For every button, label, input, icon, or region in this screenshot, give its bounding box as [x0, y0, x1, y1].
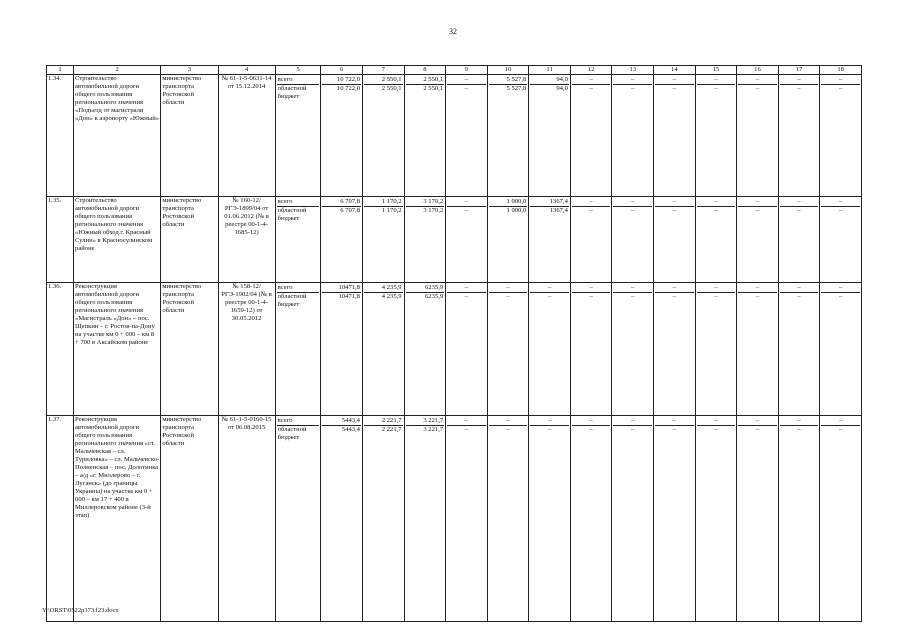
- responsible-org-cell: министерство транспорта Ростовской области: [161, 416, 218, 622]
- row-number-cell: 1.34.: [47, 75, 74, 197]
- amount-cell: [654, 197, 696, 283]
- file-path-footer: Y:\ORST\0522p373.f23.docx: [42, 607, 119, 614]
- amount-total: –: [697, 197, 736, 207]
- amount-regional-budget: –: [631, 426, 635, 433]
- amount-cell: [404, 197, 446, 283]
- amount-total: 10471,8: [322, 283, 361, 293]
- amount-cell: [695, 283, 737, 416]
- amount-regional-budget: –: [547, 293, 552, 300]
- column-header: 1: [47, 66, 74, 75]
- amount-cell: [529, 75, 571, 197]
- amount-cell: [695, 416, 737, 622]
- amount-cell: [654, 283, 696, 416]
- column-number-row: [47, 66, 862, 75]
- amount-cell: [529, 197, 571, 283]
- amount-regional-budget: –: [755, 85, 760, 92]
- amount-regional-budget: 3 170,2: [423, 207, 444, 214]
- amount-total: 6 707,8: [322, 197, 361, 207]
- amount-cell: [778, 416, 820, 622]
- amount-total: –: [613, 416, 652, 426]
- amount-regional-budget: –: [464, 207, 469, 214]
- amount-total: –: [447, 416, 486, 426]
- amount-total: 2 550,1: [406, 75, 445, 85]
- amount-cell: [446, 416, 488, 622]
- funding-source-cell: [275, 283, 321, 416]
- amount-cell: [820, 75, 862, 197]
- amount-cell: [487, 75, 529, 197]
- amount-regional-budget: –: [714, 207, 718, 214]
- responsible-org-cell: министерство транспорта Ростовской области: [161, 197, 218, 283]
- column-header: 6: [321, 66, 363, 75]
- source-regional-budget-label: областной бюджет: [277, 85, 307, 100]
- amount-total: –: [447, 75, 486, 85]
- column-header: 15: [695, 66, 737, 75]
- object-name-cell: Строительство автомобильной дороги общего пользования регионального значения «Подъезд от магистрали «Дон» к аэропорту «Южный»: [74, 75, 161, 197]
- amount-total: 1367,4: [530, 197, 569, 207]
- amount-total: –: [697, 75, 736, 85]
- source-total-label: всего: [277, 283, 320, 293]
- amount-regional-budget: 4 235,9: [381, 293, 402, 300]
- amount-total: –: [821, 416, 860, 426]
- amount-total: –: [613, 197, 652, 207]
- amount-total: –: [821, 283, 860, 293]
- source-regional-budget-label: областной бюджет: [277, 426, 307, 441]
- amount-cell: [446, 197, 488, 283]
- amount-regional-budget: 6 707,8: [340, 207, 360, 214]
- amount-cell: [820, 197, 862, 283]
- amount-cell: [612, 75, 654, 197]
- amount-total: –: [821, 75, 860, 85]
- table-row: [47, 283, 862, 416]
- amount-cell: [446, 75, 488, 197]
- amount-total: –: [572, 283, 611, 293]
- amount-cell: [570, 416, 612, 622]
- amount-cell: [321, 197, 363, 283]
- amount-regional-budget: –: [714, 293, 718, 300]
- amount-regional-budget: –: [631, 207, 635, 214]
- source-regional-budget-label: областной бюджет: [277, 207, 307, 222]
- column-header: 17: [778, 66, 820, 75]
- amount-regional-budget: –: [506, 293, 510, 300]
- amount-cell: [612, 197, 654, 283]
- expertise-doc-cell: № 61-1-5-0631-14 от 15.12.2014: [218, 75, 275, 197]
- amount-total: 1 000,0: [489, 197, 528, 207]
- funding-source-cell: [275, 416, 321, 622]
- column-header: 16: [737, 66, 779, 75]
- amount-regional-budget: 2 550,1: [423, 85, 444, 92]
- amount-regional-budget: –: [464, 293, 469, 300]
- funding-source-cell: [275, 75, 321, 197]
- amount-total: –: [572, 197, 611, 207]
- amount-cell: [487, 416, 529, 622]
- amount-cell: [820, 283, 862, 416]
- amount-cell: [654, 75, 696, 197]
- column-header: 5: [275, 66, 321, 75]
- column-header: 9: [446, 66, 488, 75]
- amount-total: –: [738, 416, 777, 426]
- expertise-doc-cell: № 158-12/РГЭ-1902/04 (№ в реестре 00-1-4-1659-12) от 30.05.2012: [218, 283, 275, 416]
- amount-cell: [778, 283, 820, 416]
- amount-total: 3 221,7: [406, 416, 445, 426]
- amount-cell: [362, 416, 404, 622]
- amount-cell: [321, 416, 363, 622]
- amount-cell: [487, 197, 529, 283]
- amount-total: 94,0: [530, 75, 569, 85]
- amount-cell: [570, 75, 612, 197]
- amount-total: –: [572, 416, 611, 426]
- amount-total: –: [655, 75, 694, 85]
- column-header: 4: [218, 66, 275, 75]
- amount-total: –: [738, 75, 777, 85]
- amount-cell: [612, 283, 654, 416]
- amount-cell: [446, 283, 488, 416]
- amount-regional-budget: –: [672, 293, 676, 300]
- amount-total: 2 221,7: [364, 416, 403, 426]
- column-header: 3: [161, 66, 218, 75]
- responsible-org-cell: министерство транспорта Ростовской области: [161, 75, 218, 197]
- amount-regional-budget: –: [797, 426, 801, 433]
- table-row: [47, 75, 862, 197]
- row-number-cell: 1.37.: [47, 416, 74, 622]
- source-total-label: всего: [277, 75, 320, 85]
- amount-total: –: [447, 197, 486, 207]
- row-number-cell: 1.35.: [47, 197, 74, 283]
- amount-total: –: [697, 416, 736, 426]
- amount-regional-budget: 5443,4: [341, 426, 360, 433]
- amount-total: –: [738, 197, 777, 207]
- amount-total: –: [655, 416, 694, 426]
- amount-total: 6235,9: [406, 283, 445, 293]
- amount-total: –: [821, 197, 860, 207]
- amount-regional-budget: –: [839, 85, 843, 92]
- amount-total: 2 550,1: [364, 75, 403, 85]
- amount-regional-budget: –: [797, 293, 801, 300]
- amount-regional-budget: –: [672, 85, 676, 92]
- amount-total: –: [738, 283, 777, 293]
- amount-total: 5 527,8: [489, 75, 528, 85]
- amount-total: –: [530, 283, 569, 293]
- amount-cell: [404, 283, 446, 416]
- amount-total: –: [697, 283, 736, 293]
- amount-total: –: [613, 75, 652, 85]
- amount-cell: [404, 75, 446, 197]
- column-header: 2: [74, 66, 161, 75]
- amount-total: –: [530, 416, 569, 426]
- amount-regional-budget: –: [714, 85, 718, 92]
- row-number-cell: 1.36.: [47, 283, 74, 416]
- amount-regional-budget: –: [839, 207, 843, 214]
- amount-regional-budget: –: [631, 293, 635, 300]
- responsible-org-cell: министерство транспорта Ростовской области: [161, 283, 218, 416]
- amount-regional-budget: 5 527,8: [506, 85, 527, 92]
- amount-total: –: [489, 416, 528, 426]
- amount-cell: [737, 416, 779, 622]
- object-name-cell: Строительство автомобильной дороги общего пользования регионального значения «Южный обход г. Красный Сулин» в Красносулинском районе: [74, 197, 161, 283]
- amount-regional-budget: 1367,4: [549, 207, 568, 214]
- amount-total: –: [780, 197, 819, 207]
- amount-cell: [321, 283, 363, 416]
- column-header: 11: [529, 66, 571, 75]
- amount-total: 5443,4: [322, 416, 361, 426]
- amount-regional-budget: –: [797, 85, 801, 92]
- amount-cell: [737, 283, 779, 416]
- amount-regional-budget: –: [672, 207, 676, 214]
- funding-source-cell: [275, 197, 321, 283]
- amount-regional-budget: 10 722,0: [336, 85, 360, 92]
- object-name-cell: Реконструкция автомобильной дороги общего пользования регионального значения «ст. Мальчевская – сл. Туриловка» – сл. Мальчевско-Полненская – пос. Долотинка – а/д «г. Миллерово – г. Луганск» (до границы Украины) на участке км 0 + 000 – км 17 + 400 в Миллеровском районе (3-й этап): [74, 416, 161, 622]
- amount-cell: [695, 197, 737, 283]
- column-header: 12: [570, 66, 612, 75]
- amount-cell: [529, 416, 571, 622]
- amount-regional-budget: 10471,8: [338, 293, 360, 300]
- amount-regional-budget: –: [589, 85, 593, 92]
- amount-cell: [737, 75, 779, 197]
- expertise-doc-cell: № 61-1-5-0160-15 от 06.08.2015: [218, 416, 275, 622]
- amount-cell: [404, 416, 446, 622]
- amount-total: –: [489, 283, 528, 293]
- table-row: [47, 197, 862, 283]
- amount-cell: [820, 416, 862, 622]
- amount-cell: [362, 75, 404, 197]
- amount-cell: [487, 283, 529, 416]
- amount-cell: [737, 197, 779, 283]
- amount-total: 3 170,2: [406, 197, 445, 207]
- amount-regional-budget: –: [755, 426, 760, 433]
- amount-total: –: [780, 283, 819, 293]
- amount-cell: [570, 197, 612, 283]
- table-body: [47, 75, 862, 622]
- amount-total: 4 235,9: [364, 283, 403, 293]
- source-total-label: всего: [277, 197, 320, 207]
- column-header: 13: [612, 66, 654, 75]
- column-header: 8: [404, 66, 446, 75]
- amount-regional-budget: –: [589, 207, 593, 214]
- amount-regional-budget: –: [506, 426, 510, 433]
- amount-regional-budget: –: [839, 293, 843, 300]
- amount-total: –: [780, 416, 819, 426]
- column-header: 18: [820, 66, 862, 75]
- amount-total: –: [655, 197, 694, 207]
- amount-regional-budget: –: [589, 293, 593, 300]
- amount-total: –: [572, 75, 611, 85]
- amount-regional-budget: –: [547, 426, 552, 433]
- source-regional-budget-label: областной бюджет: [277, 293, 307, 308]
- amount-cell: [654, 416, 696, 622]
- amount-cell: [612, 416, 654, 622]
- amount-cell: [362, 283, 404, 416]
- amount-regional-budget: 1 170,2: [381, 207, 402, 214]
- amount-total: –: [780, 75, 819, 85]
- amount-cell: [695, 75, 737, 197]
- amount-cell: [529, 283, 571, 416]
- object-name-cell: Реконструкция автомобильной дороги общего пользования регионального значения «Магистраль «Дон» – пос. Щепкин – г. Ростов-на-Дону на участке км 0 + 000 – км 8 + 700 в Аксайском районе: [74, 283, 161, 416]
- amount-total: –: [613, 283, 652, 293]
- budget-table: [46, 65, 862, 622]
- amount-regional-budget: –: [672, 426, 676, 433]
- amount-regional-budget: –: [631, 85, 635, 92]
- amount-cell: [778, 197, 820, 283]
- amount-regional-budget: 1 000,0: [506, 207, 527, 214]
- amount-cell: [321, 75, 363, 197]
- page-number: 32: [449, 27, 457, 36]
- column-header: 14: [654, 66, 696, 75]
- amount-cell: [570, 283, 612, 416]
- amount-total: 10 722,0: [322, 75, 361, 85]
- amount-regional-budget: –: [464, 426, 469, 433]
- amount-cell: [778, 75, 820, 197]
- amount-regional-budget: 3 221,7: [423, 426, 444, 433]
- expertise-doc-cell: № 160-12/РГЭ-1899/04 от 01.06.2012 (№ в реестре 00-1-4-1685-12): [218, 197, 275, 283]
- amount-regional-budget: 94,0: [556, 85, 568, 92]
- amount-regional-budget: –: [714, 426, 718, 433]
- amount-total: –: [447, 283, 486, 293]
- amount-regional-budget: –: [589, 426, 593, 433]
- amount-regional-budget: –: [839, 426, 843, 433]
- amount-total: 1 170,2: [364, 197, 403, 207]
- amount-total: –: [655, 283, 694, 293]
- amount-regional-budget: 2 550,1: [381, 85, 402, 92]
- source-total-label: всего: [277, 416, 320, 426]
- amount-regional-budget: –: [797, 207, 801, 214]
- amount-regional-budget: –: [755, 207, 760, 214]
- amount-regional-budget: 6235,9: [425, 293, 444, 300]
- table-row: [47, 416, 862, 622]
- amount-regional-budget: 2 221,7: [381, 426, 402, 433]
- column-header: 10: [487, 66, 529, 75]
- amount-cell: [362, 197, 404, 283]
- amount-regional-budget: –: [464, 85, 469, 92]
- column-header: 7: [362, 66, 404, 75]
- amount-regional-budget: –: [755, 293, 760, 300]
